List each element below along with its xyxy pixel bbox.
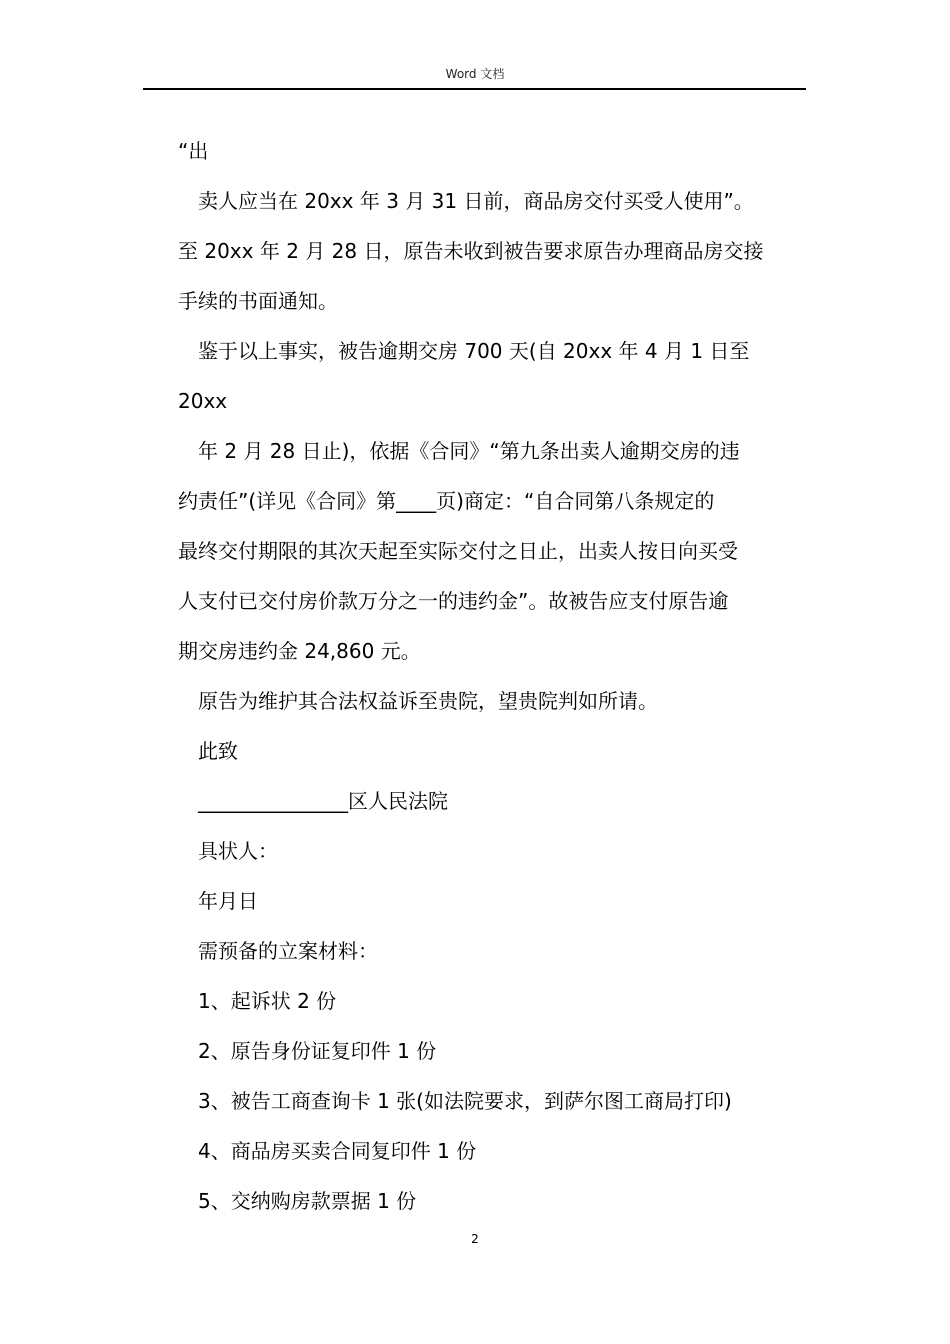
header-rule bbox=[143, 88, 806, 90]
materials-heading: 需预备的立案材料： bbox=[198, 939, 378, 963]
body-line: 鉴于以上事实，被告逾期交房 700 天(自 20xx 年 4 月 1 日至 bbox=[198, 339, 750, 363]
plaintiff-signature: 具状人： bbox=[198, 839, 278, 863]
page-header: Word 文档 bbox=[445, 67, 505, 81]
body-line: “出 bbox=[178, 139, 209, 163]
salutation: 此致 bbox=[198, 739, 238, 763]
body-line: 20xx bbox=[178, 389, 228, 413]
list-item: 1、起诉状 2 份 bbox=[198, 989, 337, 1013]
list-item: 2、原告身份证复印件 1 份 bbox=[198, 1039, 437, 1063]
list-item: 4、商品房买卖合同复印件 1 份 bbox=[198, 1139, 477, 1163]
body-line: 手续的书面通知。 bbox=[178, 289, 338, 313]
body-line: 人支付已交付房价款万分之一的违约金”。故被告应支付原告逾 bbox=[178, 589, 729, 613]
date-line: 年月日 bbox=[198, 889, 258, 913]
page-number: 2 bbox=[471, 1232, 479, 1246]
body-line: 年 2 月 28 日止)，依据《合同》“第九条出卖人逾期交房的违 bbox=[198, 439, 740, 463]
body-line: 约责任”(详见《合同》第____页)商定：“自合同第八条规定的 bbox=[178, 489, 715, 513]
list-item: 3、被告工商查询卡 1 张(如法院要求，到萨尔图工商局打印) bbox=[198, 1089, 732, 1113]
document-body bbox=[178, 126, 806, 1226]
body-line: 最终交付期限的其次天起至实际交付之日止，出卖人按日向买受 bbox=[178, 539, 738, 563]
body-line: 至 20xx 年 2 月 28 日，原告未收到被告要求原告办理商品房交接 bbox=[178, 239, 764, 263]
body-line: 卖人应当在 20xx 年 3 月 31 日前，商品房交付买受人使用”。 bbox=[198, 189, 754, 213]
list-item: 5、交纳购房款票据 1 份 bbox=[198, 1189, 417, 1213]
court-name: _______________区人民法院 bbox=[198, 789, 448, 813]
body-line: 期交房违约金 24,860 元。 bbox=[178, 639, 421, 663]
body-line: 原告为维护其合法权益诉至贵院，望贵院判如所请。 bbox=[198, 689, 658, 713]
